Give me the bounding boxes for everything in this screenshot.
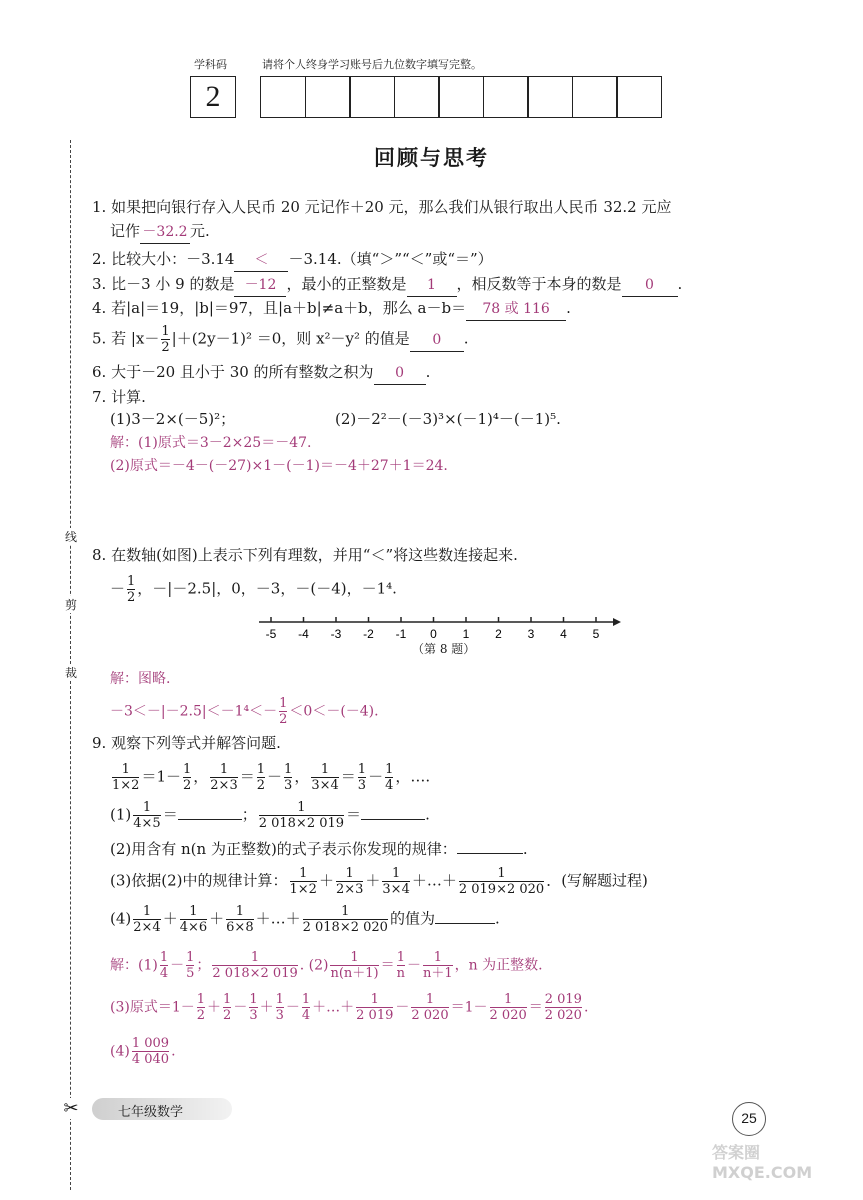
number-line-tick-label: 3 [527,627,535,641]
q7-part1: (1)3－2×(－5)²； [110,410,236,428]
digit-cell[interactable] [483,76,529,118]
digit-cell[interactable] [394,76,440,118]
subject-code-label: 学科码 [194,58,227,71]
q4-line: 4. 若|a|＝19，|b|＝97，且|a＋b|≠a＋b，那么 a－b＝ 78 或 116 . [92,297,571,321]
number-line-tick-label: 2 [495,627,502,641]
digit-cell[interactable] [305,76,351,118]
digit-cell[interactable] [438,76,484,118]
q1-answer[interactable]: －32.2 [140,221,190,244]
q2-answer[interactable]: ＜ [234,249,288,272]
number-line-tick-label: 0 [430,627,437,641]
page-number: 25 [732,1102,766,1136]
q9-solution-1-2: 解：(1) $\frac{1}{4}$ － $\frac{1}{5}$ ； $\frac{1}{2 018\times 2 019}$ . (2) $\frac{1}{n(n+1)}$ ＝ $\frac{1}{n}$ － $\frac{1}{n+1}$ ，n 为正整数. [110,950,543,981]
q3-answer-3[interactable]: 0 [622,274,678,297]
digit-cell[interactable] [616,76,662,118]
q7-heading: 7. 计算. [92,388,146,406]
q3-line: 3. 比－3 小 9 的数是 －12 ，最小的正整数是 1 ，相反数等于本身的数是 0 . [92,273,682,297]
q9-heading: 9. 观察下列等式并解答问题. [92,734,281,752]
q8-solution-a: 解：图略. [110,671,171,687]
number-line-tick-label: -4 [298,627,309,641]
number-line-tick-label: -2 [363,627,374,641]
number-line-tick-label: 5 [592,627,600,641]
number-line-tick-label: -1 [395,627,407,641]
page-title: 回顾与思考 [374,146,489,170]
q3-answer-1[interactable]: －12 [234,274,286,297]
q3-answer-2[interactable]: 1 [407,274,457,297]
account-digit-boxes [260,76,661,118]
q9-p4-answer[interactable] [435,923,495,924]
q1-line2: 记作 －32.2 元. [110,220,210,244]
cut-label-trim: 裁 [62,664,80,681]
q8-solution-b: －3＜－|－2.5|＜－1⁴＜－ $\frac{1}{2}$ ＜0＜－(－4). [110,696,379,727]
number-line-tick-label: -5 [265,627,277,641]
q8-number-list: － $\frac{1}{2}$ ，－|－2.5|，0，－3，－(－4)，－1⁴. [110,574,397,605]
digit-cell[interactable] [349,76,395,118]
q9-part2: (2)用含有 n(n 为正整数)的式子表示你发现的规律： . [110,840,528,858]
q9-example: $\frac{1}{1\times 2}$ ＝1－ $\frac{1}{2}$ ， $\frac{1}{2\times 3}$ ＝ $\frac{1}{2}$ － $\frac{1}{3}$ ， $\frac{1}{3\times 4}$ ＝ $\frac{1}{3}$ － $\frac{1}{4}$ ，…. [112,762,431,793]
q5-answer[interactable]: 0 [410,329,464,352]
digit-cell[interactable] [527,76,573,118]
subject-code-box: 2 [190,76,236,118]
q9-part1: (1) $\frac{1}{4\times 5}$ ＝ ； $\frac{1}{2 018\times 2 019}$ ＝ . [110,800,430,831]
scissors-icon: ✂ [63,1098,79,1119]
watermark: 答案圈 MXQE.COM [712,1143,813,1182]
number-line-arrow [613,618,621,626]
grade-label: 七年级数学 [118,1105,184,1120]
q7-part2: (2)－2²－(－3)³×(－1)⁴－(－1)⁵. [335,410,561,428]
instruction-text: 请将个人终身学习账号后九位数字填写完整。 [262,58,482,71]
q9-solution-4: (4) $\frac{1 009}{4 040}$ . [110,1036,176,1067]
q5-line: 5. 若 |x－ $\frac{1}{2}$ |＋(2y－1)² ＝0，则 x²－y² 的值是 0 . [92,324,469,355]
number-line-tick-label: 4 [560,627,567,641]
q4-answer[interactable]: 78 或 116 [466,298,566,321]
q9-part4: (4) $\frac{1}{2\times 4}$ ＋ $\frac{1}{4\times 6}$ ＋ $\frac{1}{6\times 8}$ ＋…＋ $\frac{1}{2 018\times 2 020}$ 的值为 . [110,904,500,935]
q2-line: 2. 比较大小：－3.14 ＜ －3.14.（填“＞”“＜”或“＝”） [92,248,493,272]
footer-bar [92,1098,232,1120]
q7-solution-1: 解：(1)原式＝3－2×25＝－47. [110,435,312,451]
cut-label-line: 线 [62,528,80,545]
cut-label-cut: 剪 [62,596,80,613]
q6-answer[interactable]: 0 [374,362,426,385]
figure-caption: （第 8 题） [412,642,476,656]
number-line-tick-label: 1 [462,627,470,641]
q9-part3: (3)依据(2)中的规律计算： $\frac{1}{1\times 2}$ ＋ $\frac{1}{2\times 3}$ ＋ $\frac{1}{3\times 4}$ ＋…＋ $\frac{1}{2 019\times 2 020}$ ．(写解题过程) [110,866,648,897]
digit-cell[interactable] [260,76,306,118]
q9-solution-3: (3)原式＝1－ $\frac{1}{2}$ ＋ $\frac{1}{2}$ － $\frac{1}{3}$ ＋ $\frac{1}{3}$ － $\frac{1}{4}$ ＋…＋ $\frac{1}{2 019}$ － $\frac{1}{2 020}$ ＝1－ $\frac{1}{2 020}$ ＝ $\frac{2 019}{2 020}$ . [110,992,589,1023]
q9-p1-answer-b[interactable] [361,819,425,820]
q9-p1-answer-a[interactable] [178,819,242,820]
number-line-tick-label: -3 [330,627,342,641]
digit-cell[interactable] [572,76,618,118]
q6-line: 6. 大于－20 且小于 30 的所有整数之积为 0 . [92,361,430,385]
q8-heading: 8. 在数轴(如图)上表示下列有理数，并用“＜”将这些数连接起来. [92,546,518,564]
q9-p2-answer[interactable] [457,853,523,854]
q1-line1: 1. 如果把向银行存入人民币 20 元记作＋20 元，那么我们从银行取出人民币 32.2 元应 [92,198,672,216]
q7-solution-2: (2)原式＝－4－(－27)×1－(－1)＝－4＋27＋1＝24. [110,458,448,474]
